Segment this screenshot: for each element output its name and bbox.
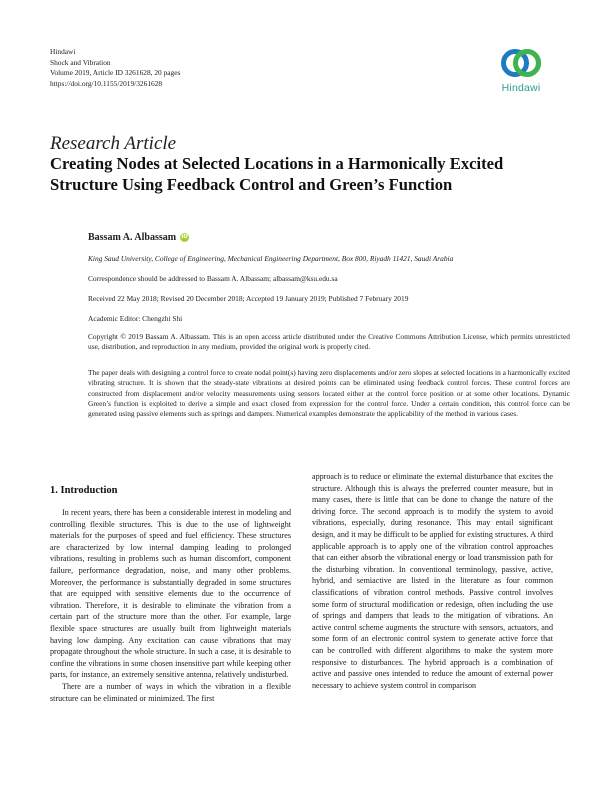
journal-info [50, 47, 180, 89]
orcid-icon[interactable]: iD [181, 234, 188, 240]
author-line [88, 232, 570, 243]
article-title: Creating Nodes at Selected Locations in a Harmonically Excited Structure Using Feedback Control and Green’s Function [50, 154, 504, 194]
logo-wordmark: Hindawi [501, 82, 541, 94]
section-heading: 1. Introduction [50, 485, 118, 496]
publication-dates: Received 22 May 2018; Revised 20 December 2018; Accepted 19 January 2019; Published 7 February 2019 [88, 294, 409, 303]
copyright-notice: Copyright © 2019 Bassam A. Albassam. This is an open access article distributed under the Creative Commons Attribution License, which permits unrestricted use, distribution, and reproduction in any medium, provided the original work is properly cited. [88, 332, 570, 352]
hindawi-logo [493, 45, 549, 105]
hindawi-logo-icon [499, 45, 543, 81]
paragraph: There are a number of ways in which the vibration in a flexible structure can be eliminated or minimized. The first [50, 681, 291, 703]
publisher-name: Hindawi [50, 47, 76, 56]
paragraph: In recent years, there has been a considerable interest in modeling and controlling flexible structures. This is due to the use of lightweight materials for the purposes of speed and fuel efficiency. These structures are characterized by low internal damping leading to prolonged vibrations, resulting in problems such as human discomfort, component failure, performance degradation, noise, and many other problems. Moreover, the performance is substantially degraded in some structures that are equipped with sensitive elements due to the occurrence of vibration. Therefore, it is desirable to eliminate the vibration from a certain part of the structure more than the other. For example, large flexible space structures are usually built from lightweight materials having low damping. Any excitation can cause vibrations that may propagate throughout the whole structure. In such a case, it is desirable to confine the vibrations in some chosen insensitive part while keeping other parts, for instance, an extremely sensitive antenna, relatively undisturbed. [50, 508, 291, 680]
right-column [312, 471, 553, 691]
affiliation: King Saud University, College of Engineering, Mechanical Engineering Department, Box 800, Riyadh 11421, Saudi Arabia [88, 254, 454, 263]
journal-name: Shock and Vibration [50, 57, 111, 67]
academic-editor: Academic Editor: Chengzhi Shi [88, 314, 183, 323]
correspondence: Correspondence should be addressed to Bassam A. Albassam; albassam@ksu.edu.sa [88, 274, 338, 283]
author-name[interactable]: Bassam A. Albassam [88, 232, 177, 243]
doi-link[interactable]: https://doi.org/10.1155/2019/3261628 [50, 78, 163, 88]
left-column [50, 507, 291, 704]
volume-line: Volume 2019, Article ID 3261628, 20 pages [50, 68, 181, 77]
abstract: The paper deals with designing a control force to create nodal point(s) having zero displacements and/or zero slopes at selected locations in a harmonically excited vibrating structure. It is shown that the steady-state vibrations at desired points can be eliminated using feedback control forces. These control forces are constructed from displacement and/or velocity measurements using sensors located either at the control force position or at some other locations. Dynamic Green’s function is exploited to derive a simple and exact closed from expression for the control force. Under a certain condition, this control force can be generated using passive elements such as springs and dampers. Numerical examples demonstrate the applicability of the method in various cases. [88, 368, 570, 419]
paragraph: approach is to reduce or eliminate the external disturbance that excites the structure. Although this is always the preferred counter measure, but in many cases, there is little that can be done to change the nature of the driving force. The second approach is to modify the system to avoid vibrations, especially, during resonance. This may entail significant design, and it may be difficult to be applied for existing structures. A third applicable approach is to apply one of the vibration control approaches that can either absorb the vibrational energy or load transmission path for the disturbing vibration. In conventional terminology, passive, active, hybrid, and semiactive are listed in the literature as four common classifications of vibration control methods. Passive control involves some form of structural modification or redesign, often including the use of springs and dampers that leads to the mitigation of vibrations. An active control scheme augments the structure with sensors, actuators, and some form of an electronic control system to generate active force that can be controlled with different algorithms to make the system more responsive to disturbances. The hybrid approach is a combination of active and passive ones intended to reduce the amount of external power necessary to achieve system control in comparison [312, 472, 553, 690]
article-type: Research Article [50, 133, 177, 154]
